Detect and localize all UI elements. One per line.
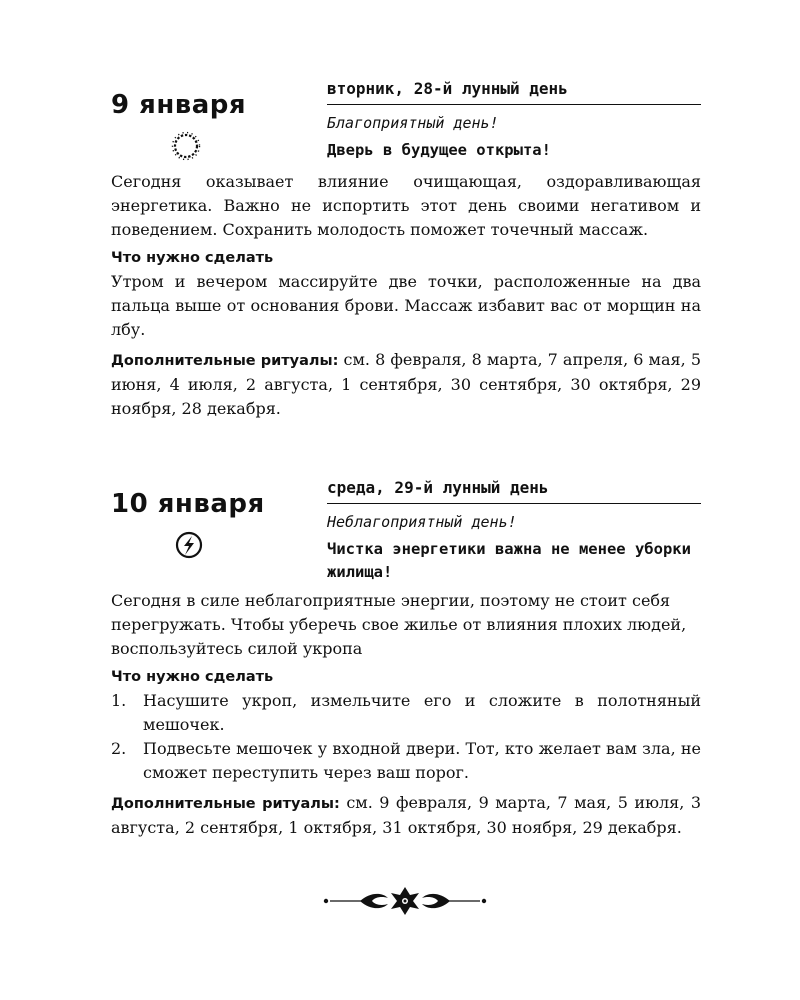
extra-rituals-text: см. 9 февраля, 9 марта, 7 мая, 5 июля, 3 августа, 2 сентября, 1 октября, 31 октября, 30 ноября, 29 декабря. [111, 793, 702, 837]
day-header [327, 78, 701, 162]
day-favor: Неблагоприятный день! [327, 513, 517, 531]
intro-paragraph: Сегодня в силе неблагоприятные энергии, поэтому не стоит себя перегружать. Чтобы уберечь свое жилье от влияния плохих людей, воспользуйтесь силой укропа [111, 591, 687, 658]
step-number: 2. [111, 739, 127, 758]
day-favor: Благоприятный день! [327, 114, 499, 132]
lightning-circle-icon [172, 528, 206, 562]
todo-steps [111, 689, 701, 785]
intro-paragraph: Сегодня оказывает влияние очищающая, оздоравливающая энергетика. Важно не испортить этот день своими негативом и поведением. Сохранить молодость поможет точечный массаж. [111, 172, 701, 239]
day-body [111, 589, 701, 840]
todo-title: Что нужно сделать [111, 669, 274, 685]
todo-paragraph: Утром и вечером массируйте две точки, расположенные на два пальца выше от основания брови. Массаж избавит вас от морщин на лбу. [111, 272, 701, 339]
list-item [111, 737, 701, 785]
day-motto: Дверь в будущее открыта! [327, 141, 551, 159]
step-text: Насушите укроп, измельчите его и сложите в полотняный мешочек. [143, 691, 701, 734]
extra-rituals-label: Дополнительные ритуалы: [111, 796, 340, 812]
extra-rituals-text: см. 8 февраля, 8 марта, 7 апреля, 6 мая, 5 июня, 4 июля, 2 августа, 1 сентября, 30 сентября, 30 октября, 29 ноября, 28 декабря. [111, 350, 701, 418]
floral-divider-icon [320, 884, 490, 918]
todo-title: Что нужно сделать [111, 250, 274, 266]
step-number: 1. [111, 691, 127, 710]
sun-circle-icon [169, 129, 203, 163]
list-item [111, 689, 701, 737]
weekday-lunar-day: вторник, 28-й лунный день [327, 78, 701, 105]
extra-rituals-label: Дополнительные ритуалы: [111, 353, 339, 369]
step-text: Подвесьте мешочек у входной двери. Тот, кто желает вам зла, не сможет переступить через ваш порог. [143, 739, 701, 782]
day-motto: Чистка энергетики важна не менее уборки жилища! [327, 540, 691, 581]
extra-rituals [111, 791, 701, 840]
day-header [327, 477, 701, 584]
date-heading: 10 января [111, 489, 265, 519]
date-heading: 9 января [111, 90, 247, 120]
extra-rituals [111, 348, 701, 421]
day-body [111, 170, 701, 421]
weekday-lunar-day: среда, 29-й лунный день [327, 477, 701, 504]
